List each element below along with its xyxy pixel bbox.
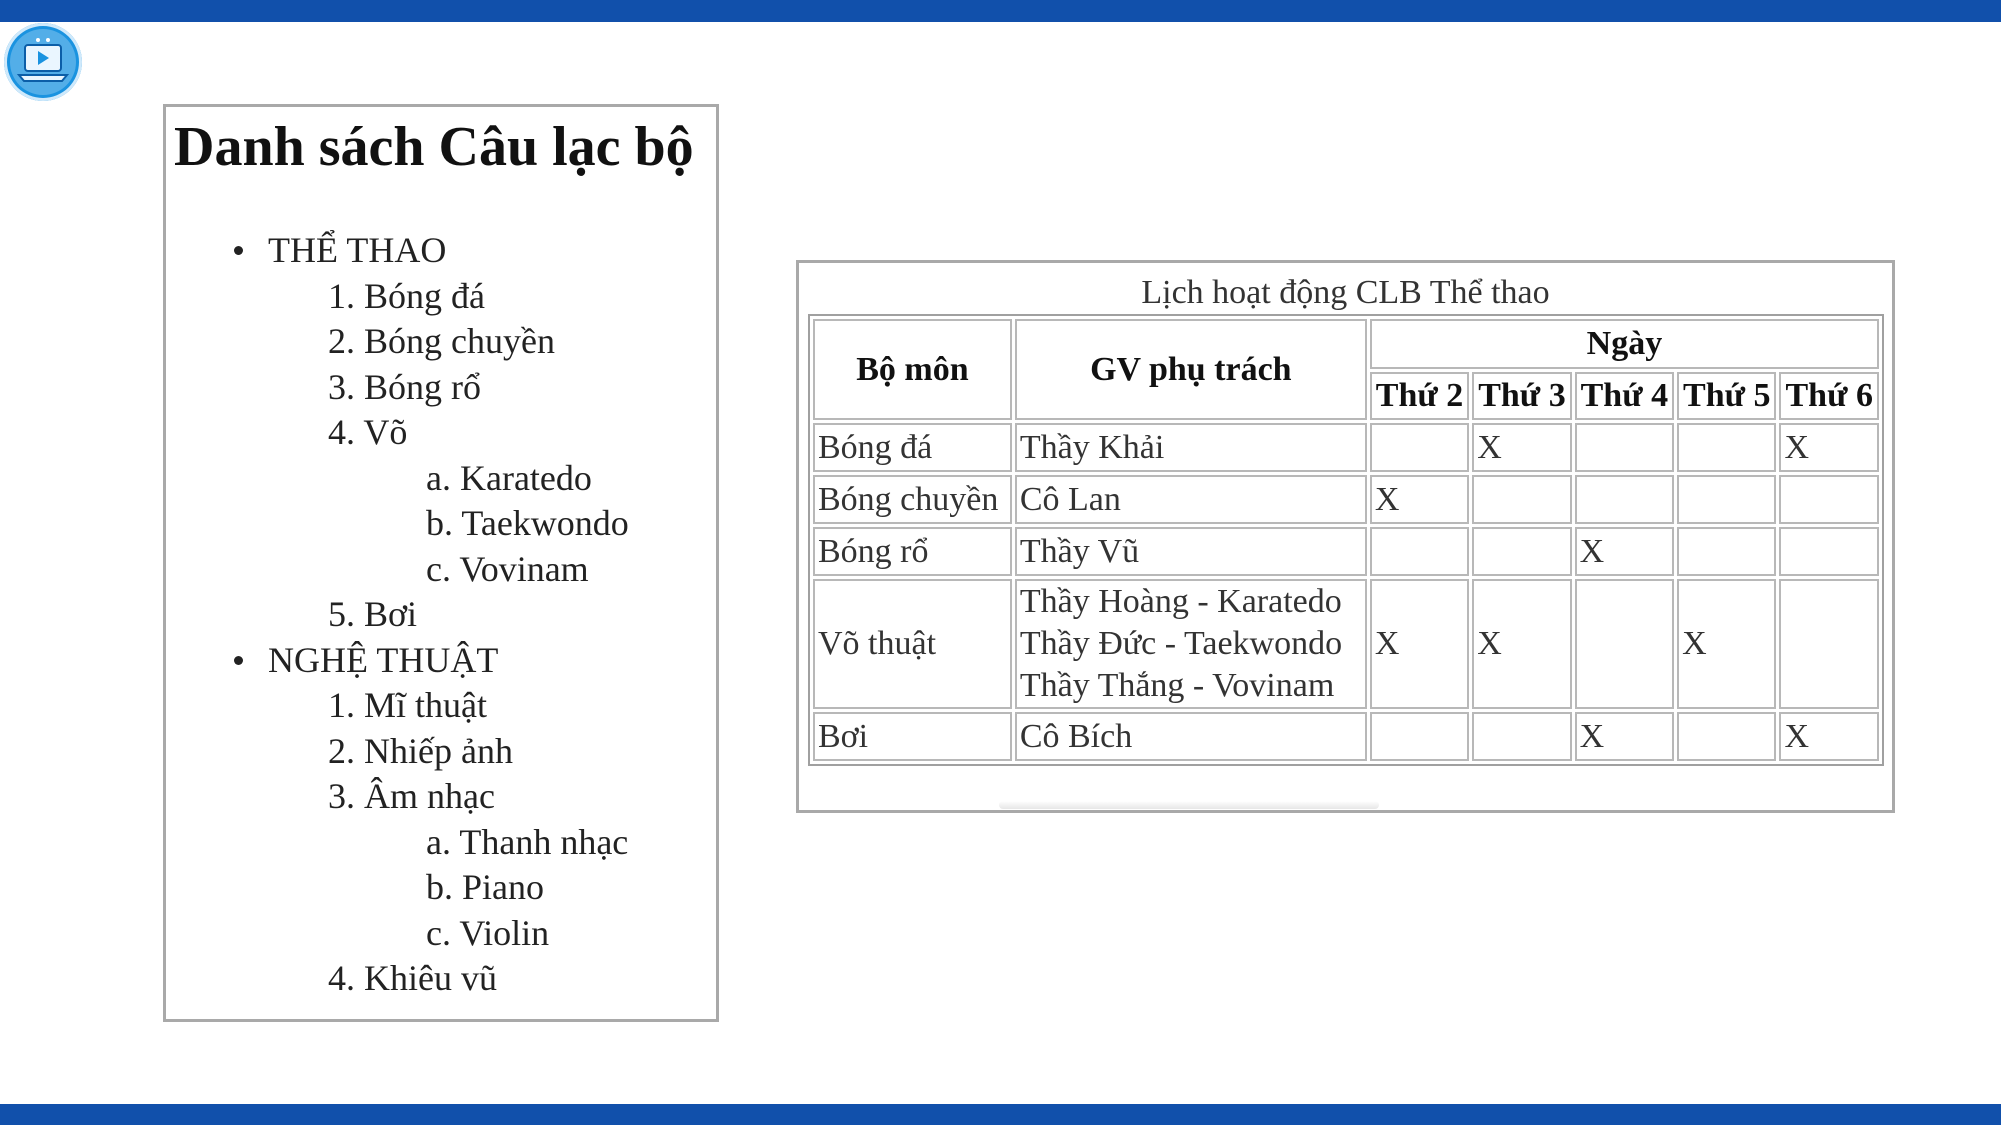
club-item <box>328 776 495 816</box>
list-item-label: Võ <box>363 412 408 452</box>
day-mark-cell: X <box>1370 579 1469 709</box>
list-marker: c. <box>426 548 451 589</box>
header-day: Thứ 4 <box>1575 372 1674 420</box>
subject-cell: Võ thuật <box>813 579 1012 709</box>
club-subitem <box>426 913 549 953</box>
list-item-label: Vovinam <box>459 548 589 589</box>
bullet-icon <box>234 246 243 255</box>
header-day: Thứ 6 <box>1779 372 1879 420</box>
subject-cell: Bóng đá <box>813 423 1012 472</box>
day-mark-cell: X <box>1472 423 1571 472</box>
club-item <box>328 321 555 361</box>
club-subitem <box>426 867 544 907</box>
list-marker: 2. <box>328 730 355 771</box>
club-subitem <box>426 503 629 543</box>
club-list-title: Danh sách Câu lạc bộ <box>174 116 694 178</box>
club-subitem <box>426 458 592 498</box>
teacher-name: Thầy Khải <box>1019 428 1165 466</box>
day-mark-cell <box>1575 475 1674 524</box>
club-subitem <box>426 549 589 589</box>
club-list-panel <box>163 104 719 1022</box>
club-item <box>328 731 513 771</box>
day-mark-cell: X <box>1677 579 1776 709</box>
list-marker: 3. <box>328 366 355 407</box>
schedule-panel <box>796 260 1895 813</box>
day-mark-cell <box>1472 712 1571 761</box>
header-day: Thứ 2 <box>1370 372 1469 420</box>
list-marker: 4. <box>328 958 355 998</box>
day-mark-cell <box>1472 527 1571 576</box>
day-mark-cell: X <box>1779 423 1879 472</box>
teacher-cell <box>1015 475 1367 524</box>
table-row <box>813 527 1879 576</box>
list-marker: 4. <box>328 412 355 452</box>
list-marker: c. <box>426 912 451 953</box>
club-item <box>328 367 481 407</box>
header-teacher: GV phụ trách <box>1015 319 1367 420</box>
list-marker: a. <box>426 821 451 862</box>
list-item-label: Khiêu vũ <box>364 958 497 998</box>
club-group <box>268 230 446 270</box>
list-item-label: Piano <box>462 867 545 907</box>
day-mark-cell <box>1779 579 1879 709</box>
list-item-label: Nhiếp ảnh <box>364 730 513 771</box>
club-list <box>166 107 716 1019</box>
list-item-label: Karatedo <box>459 457 592 498</box>
club-item <box>328 594 417 634</box>
table-row <box>813 423 1879 472</box>
club-item <box>328 412 407 452</box>
day-mark-cell <box>1575 579 1674 709</box>
scroll-shadow <box>999 801 1379 809</box>
header-subject: Bộ môn <box>813 319 1012 420</box>
day-mark-cell: X <box>1575 712 1674 761</box>
club-item <box>328 958 497 998</box>
teacher-name: Cô Bích <box>1019 717 1133 755</box>
subject-cell: Bóng chuyền <box>813 475 1012 524</box>
bottom-brand-bar <box>0 1104 2001 1125</box>
teacher-cell <box>1015 423 1367 472</box>
day-mark-cell <box>1677 712 1776 761</box>
list-item-label: Violin <box>459 912 550 953</box>
table-row <box>813 475 1879 524</box>
list-marker: a. <box>426 457 451 498</box>
subject-cell: Bơi <box>813 712 1012 761</box>
subject-cell: Bóng rổ <box>813 527 1012 576</box>
list-item-label: THỂ THAO <box>268 230 447 270</box>
day-mark-cell <box>1677 527 1776 576</box>
bullet-icon <box>234 656 243 665</box>
teacher-name: Thầy Thắng - Vovinam <box>1019 667 1335 704</box>
list-item-label: Bóng đá <box>364 275 485 316</box>
schedule-caption: Lịch hoạt động CLB Thể thao <box>1141 274 1550 311</box>
teacher-name: Thầy Vũ <box>1019 532 1140 570</box>
day-mark-cell <box>1370 527 1469 576</box>
list-marker: 2. <box>328 321 355 361</box>
day-mark-cell <box>1779 527 1879 576</box>
list-item-label: Bơi <box>364 594 418 634</box>
schedule-table <box>808 314 1884 766</box>
list-marker: b. <box>426 867 453 907</box>
header-day: Thứ 5 <box>1677 372 1776 420</box>
list-marker: 1. <box>328 275 355 316</box>
day-mark-cell <box>1677 475 1776 524</box>
header-days-group: Ngày <box>1370 319 1879 369</box>
list-marker: 1. <box>328 685 355 725</box>
teacher-cell <box>1015 712 1367 761</box>
club-subitem <box>426 822 628 862</box>
list-marker: 5. <box>328 594 355 634</box>
day-mark-cell <box>1677 423 1776 472</box>
header-day: Thứ 3 <box>1472 372 1571 420</box>
day-mark-cell <box>1779 475 1879 524</box>
club-item <box>328 685 487 725</box>
teacher-name: Thầy Đức - Taekwondo <box>1019 625 1343 662</box>
day-mark-cell <box>1370 423 1469 472</box>
day-mark-cell <box>1370 712 1469 761</box>
teacher-name: Thầy Hoàng - Karatedo <box>1019 583 1342 620</box>
club-group <box>268 640 498 680</box>
club-item <box>328 276 485 316</box>
table-row <box>813 579 1879 709</box>
list-item-label: Âm nhạc <box>364 776 495 816</box>
teacher-cell <box>1015 527 1367 576</box>
list-item-label: Mĩ thuật <box>364 685 487 725</box>
day-mark-cell: X <box>1472 579 1571 709</box>
top-brand-bar <box>0 0 2001 22</box>
day-mark-cell: X <box>1575 527 1674 576</box>
list-item-label: Bóng rổ <box>364 366 481 407</box>
list-item-label: NGHỆ THUẬT <box>268 639 499 680</box>
table-row <box>813 712 1879 761</box>
day-mark-cell: X <box>1370 475 1469 524</box>
list-marker: b. <box>426 503 453 543</box>
laptop-play-logo-icon <box>4 23 82 101</box>
list-item-label: Taekwondo <box>461 503 629 543</box>
list-item-label: Thanh nhạc <box>459 821 629 862</box>
day-mark-cell: X <box>1779 712 1879 761</box>
day-mark-cell <box>1575 423 1674 472</box>
teacher-name: Cô Lan <box>1019 480 1121 518</box>
day-mark-cell <box>1472 475 1571 524</box>
list-item-label: Bóng chuyền <box>364 321 555 361</box>
teacher-cell <box>1015 579 1367 709</box>
list-marker: 3. <box>328 776 355 816</box>
